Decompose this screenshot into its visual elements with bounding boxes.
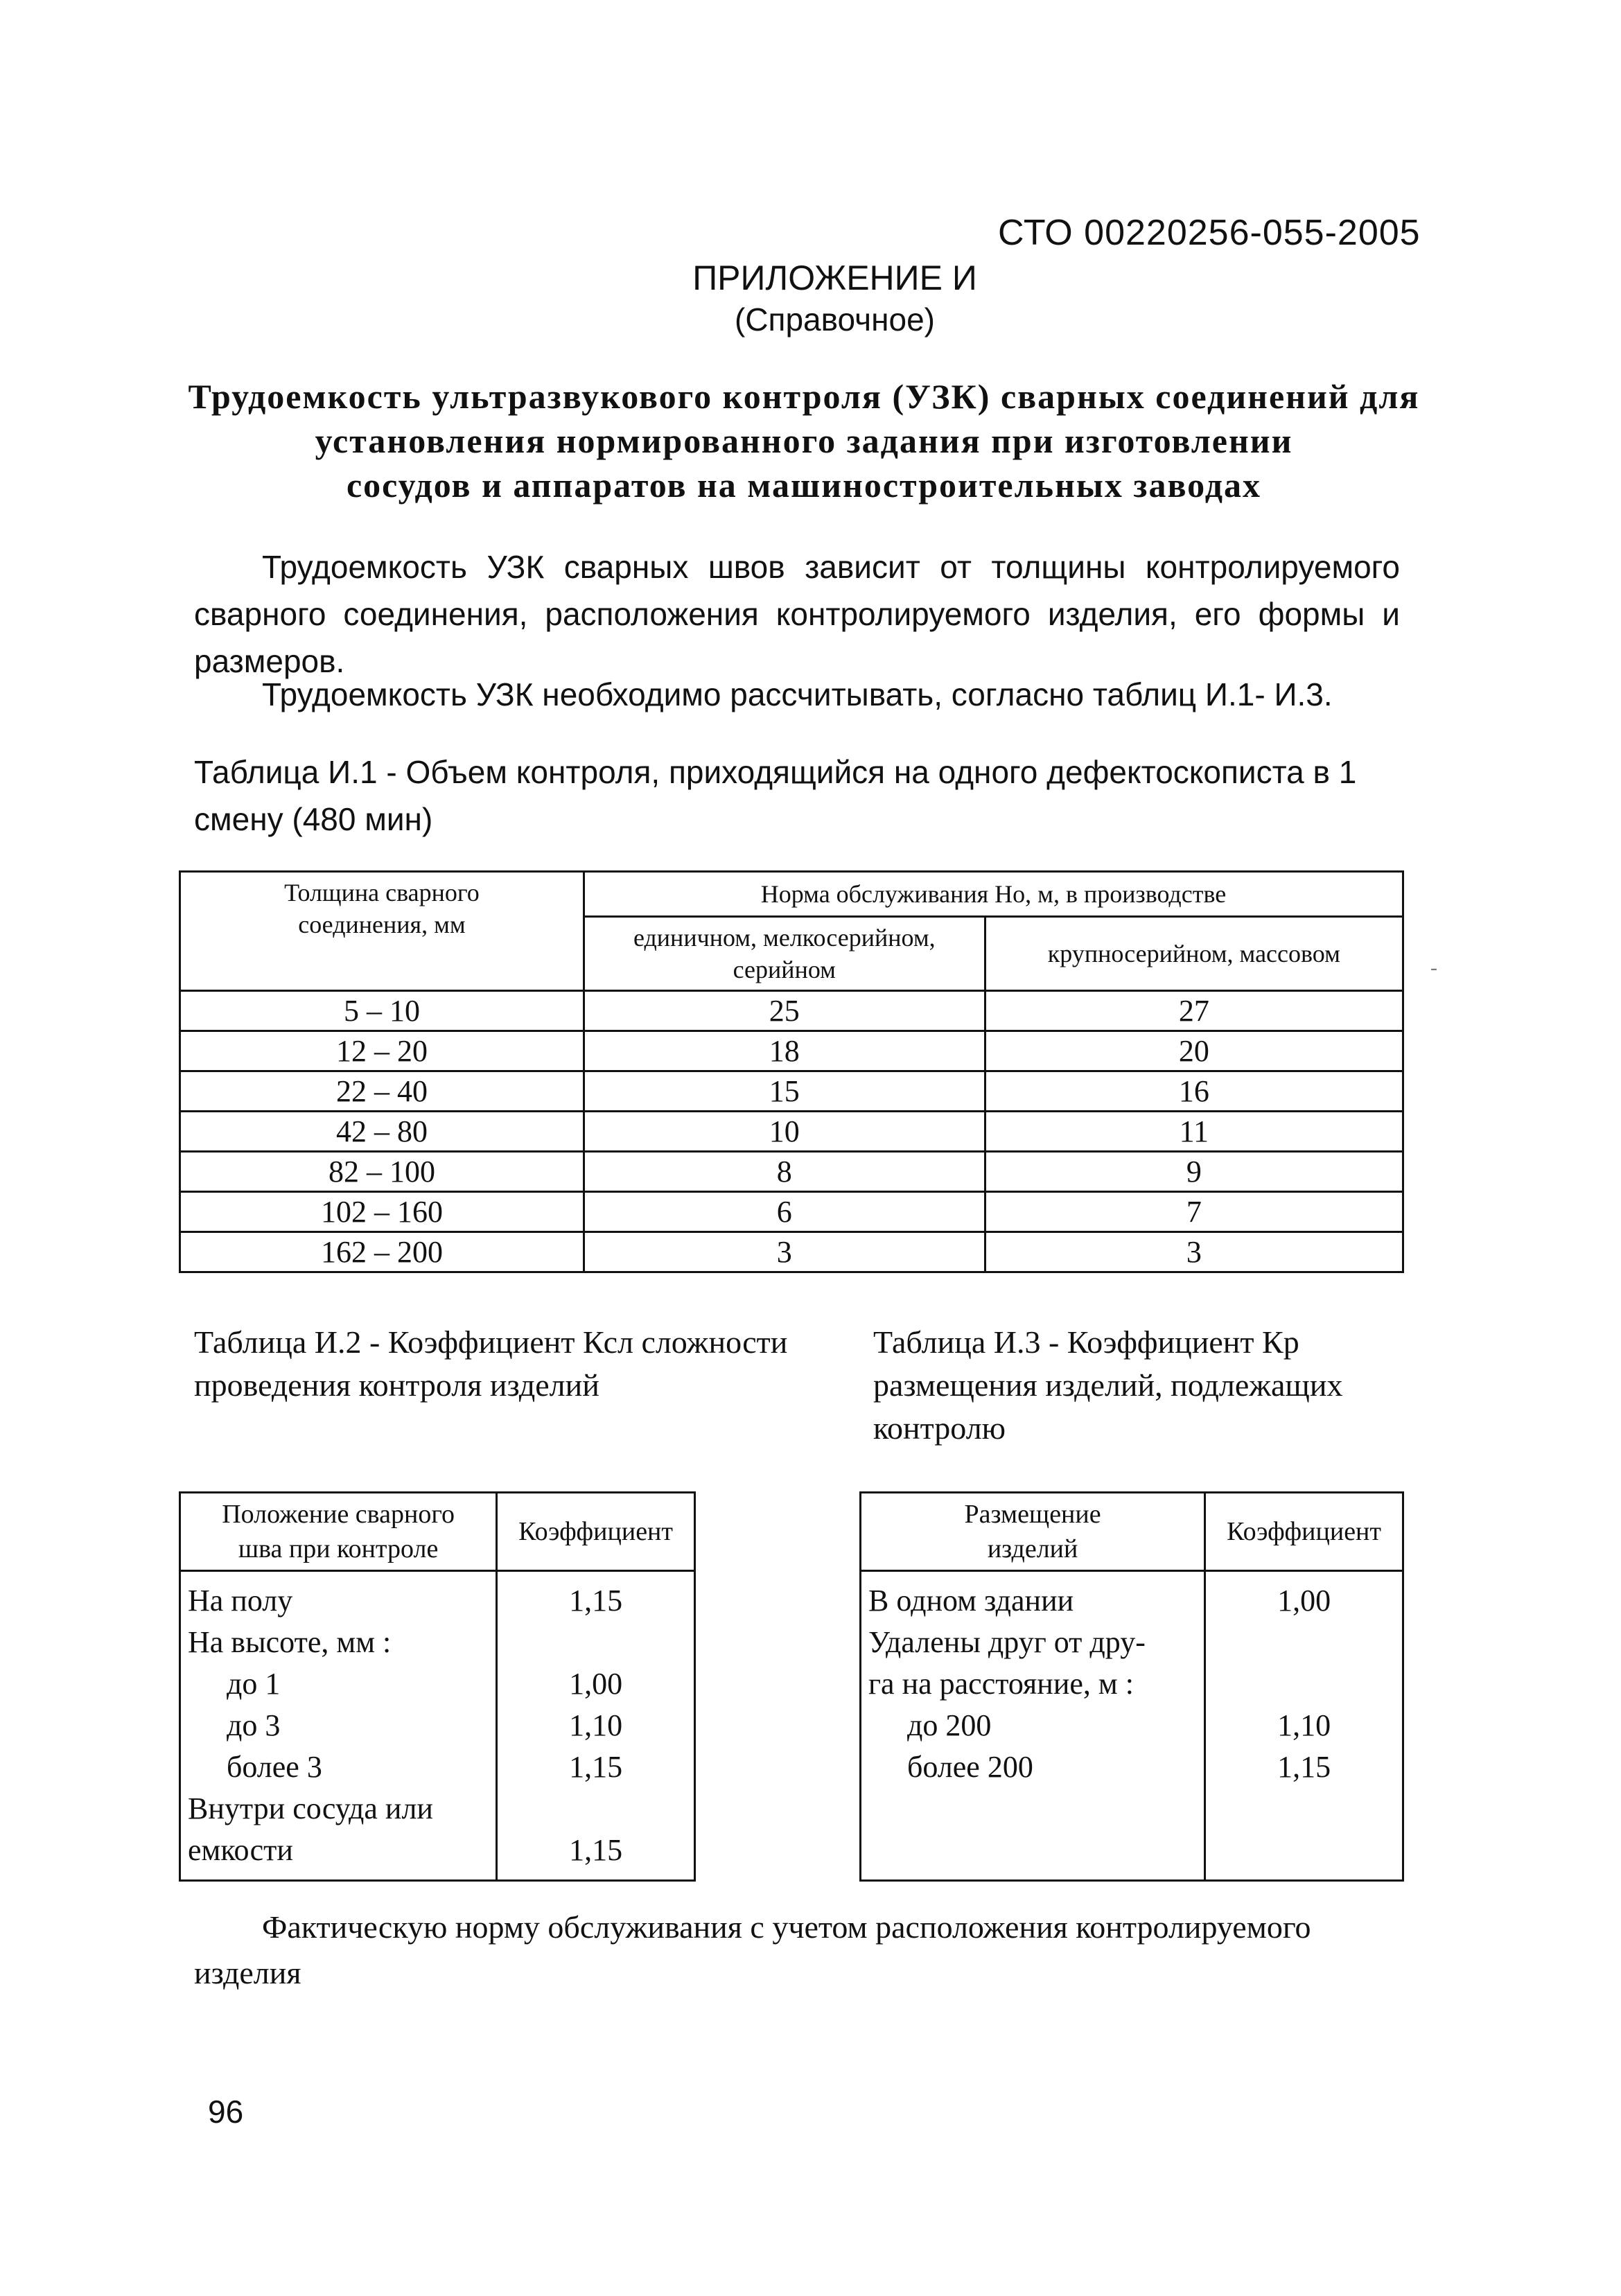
cell-value: 7 <box>985 1192 1403 1232</box>
coefficient-value: 1,15 <box>569 1833 623 1867</box>
document-code: СТО 00220256-055-2005 <box>998 213 1421 253</box>
list-item: до 3 <box>227 1708 281 1742</box>
coefficient-value <box>1213 1622 1395 1663</box>
paragraph-calc: Трудоемкость УЗК необходимо рассчитывать, согласно таблиц И.1- И.3. <box>262 676 1333 712</box>
list-item: Удалены друг от дру- <box>868 1625 1146 1659</box>
section-title <box>180 374 1428 507</box>
table-complexity-coefficient <box>179 1491 696 1882</box>
list-item: более 200 <box>907 1750 1033 1784</box>
table-row <box>180 1071 1403 1112</box>
coefficient-value: 1,10 <box>569 1708 623 1742</box>
coefficient-value <box>505 1622 687 1663</box>
paragraph-intro: Трудоемкость УЗК сварных швов зависит от толщины контролируемого сварного соединения, расположения контролируемого изделия, его формы и размеров. <box>194 549 1400 679</box>
list-item: Внутри сосуда или <box>188 1791 433 1825</box>
cell-value: 6 <box>584 1192 985 1232</box>
coefficient-value: 1,00 <box>1277 1584 1331 1618</box>
page-number: 96 <box>208 2094 244 2130</box>
cell-value: 16 <box>985 1071 1403 1112</box>
list-item: более 3 <box>227 1750 322 1784</box>
cell-thickness: 5 – 10 <box>180 991 584 1031</box>
table1-caption: Таблица И.1 - Объем контроля, приходящийся на одного дефектоскописта в 1 смену (480 мин) <box>194 754 1357 837</box>
header-coefficient: Коэффициент <box>1205 1493 1403 1571</box>
header-single-serial: единичном, мелкосерийном, серийном <box>584 917 985 991</box>
placement-list <box>861 1571 1205 1881</box>
table3-caption: Таблица И.3 - Коэффициент Кр размещения изделий, подлежащих контролю <box>873 1324 1343 1446</box>
table-row <box>180 1232 1403 1272</box>
appendix-type: (Справочное) <box>735 301 935 338</box>
list-item: На высоте, мм : <box>188 1625 392 1659</box>
title-line: установления нормированного задания при изготовлении <box>315 421 1293 460</box>
table-placement-coefficient <box>859 1491 1404 1882</box>
table-row <box>180 1192 1403 1232</box>
header-weld-position: Положение сварного шва при контроле <box>180 1493 497 1571</box>
table-row <box>180 1031 1403 1071</box>
title-line: Трудоемкость ультразвукового контроля (УЗК) сварных соединений для <box>188 377 1420 416</box>
coefficient-value: 1,10 <box>1277 1708 1331 1742</box>
cell-thickness: 42 – 80 <box>180 1112 584 1152</box>
title-line: сосудов и аппаратов на машиностроительных заводах <box>346 466 1262 505</box>
table-service-norms <box>179 870 1404 1273</box>
list-item: В одном здании <box>868 1584 1074 1618</box>
list-item: до 200 <box>907 1708 992 1742</box>
cell-value: 11 <box>985 1112 1403 1152</box>
coefficient-value: 1,15 <box>1277 1750 1331 1784</box>
paragraph-actual-norm: Фактическую норму обслуживания с учетом расположения контролируемого изделия <box>194 1909 1311 1990</box>
header-placement: Размещение изделий <box>861 1493 1205 1571</box>
header-coefficient: Коэффициент <box>497 1493 695 1571</box>
coefficient-value <box>1213 1663 1395 1705</box>
cell-value: 3 <box>584 1232 985 1272</box>
list-item: га на расстояние, м : <box>868 1667 1134 1701</box>
list-item: На полу <box>188 1584 293 1618</box>
cell-value: 10 <box>584 1112 985 1152</box>
cell-value: 3 <box>985 1232 1403 1272</box>
cell-value: 8 <box>584 1152 985 1192</box>
coefficient-value: 1,15 <box>569 1584 623 1618</box>
header-mass: крупносерийном, массовом <box>985 917 1403 991</box>
coefficient-list <box>1205 1571 1403 1881</box>
margin-mark: - <box>1430 956 1437 979</box>
cell-thickness: 162 – 200 <box>180 1232 584 1272</box>
table2-caption: Таблица И.2 - Коэффициент Ксл сложности проведения контроля изделий <box>194 1324 788 1403</box>
cell-value: 25 <box>584 991 985 1031</box>
cell-value: 9 <box>985 1152 1403 1192</box>
cell-value: 15 <box>584 1071 985 1112</box>
cell-value: 20 <box>985 1031 1403 1071</box>
table-row <box>180 1112 1403 1152</box>
cell-thickness: 102 – 160 <box>180 1192 584 1232</box>
cell-value: 27 <box>985 991 1403 1031</box>
appendix-heading: ПРИЛОЖЕНИЕ И <box>692 258 977 297</box>
cell-thickness: 12 – 20 <box>180 1031 584 1071</box>
coefficient-list <box>497 1571 695 1881</box>
table-row <box>180 991 1403 1031</box>
coefficient-value <box>505 1788 687 1830</box>
cell-thickness: 82 – 100 <box>180 1152 584 1192</box>
list-item: до 1 <box>227 1667 281 1701</box>
list-item: емкости <box>188 1833 293 1867</box>
cell-thickness: 22 – 40 <box>180 1071 584 1112</box>
header-thickness: Толщина сварного соединения, мм <box>180 872 584 991</box>
table-row <box>180 1152 1403 1192</box>
coefficient-value: 1,00 <box>569 1667 623 1701</box>
position-list <box>180 1571 497 1881</box>
header-norm: Норма обслуживания Но, м, в производстве <box>584 872 1403 917</box>
coefficient-value: 1,15 <box>569 1750 623 1784</box>
cell-value: 18 <box>584 1031 985 1071</box>
